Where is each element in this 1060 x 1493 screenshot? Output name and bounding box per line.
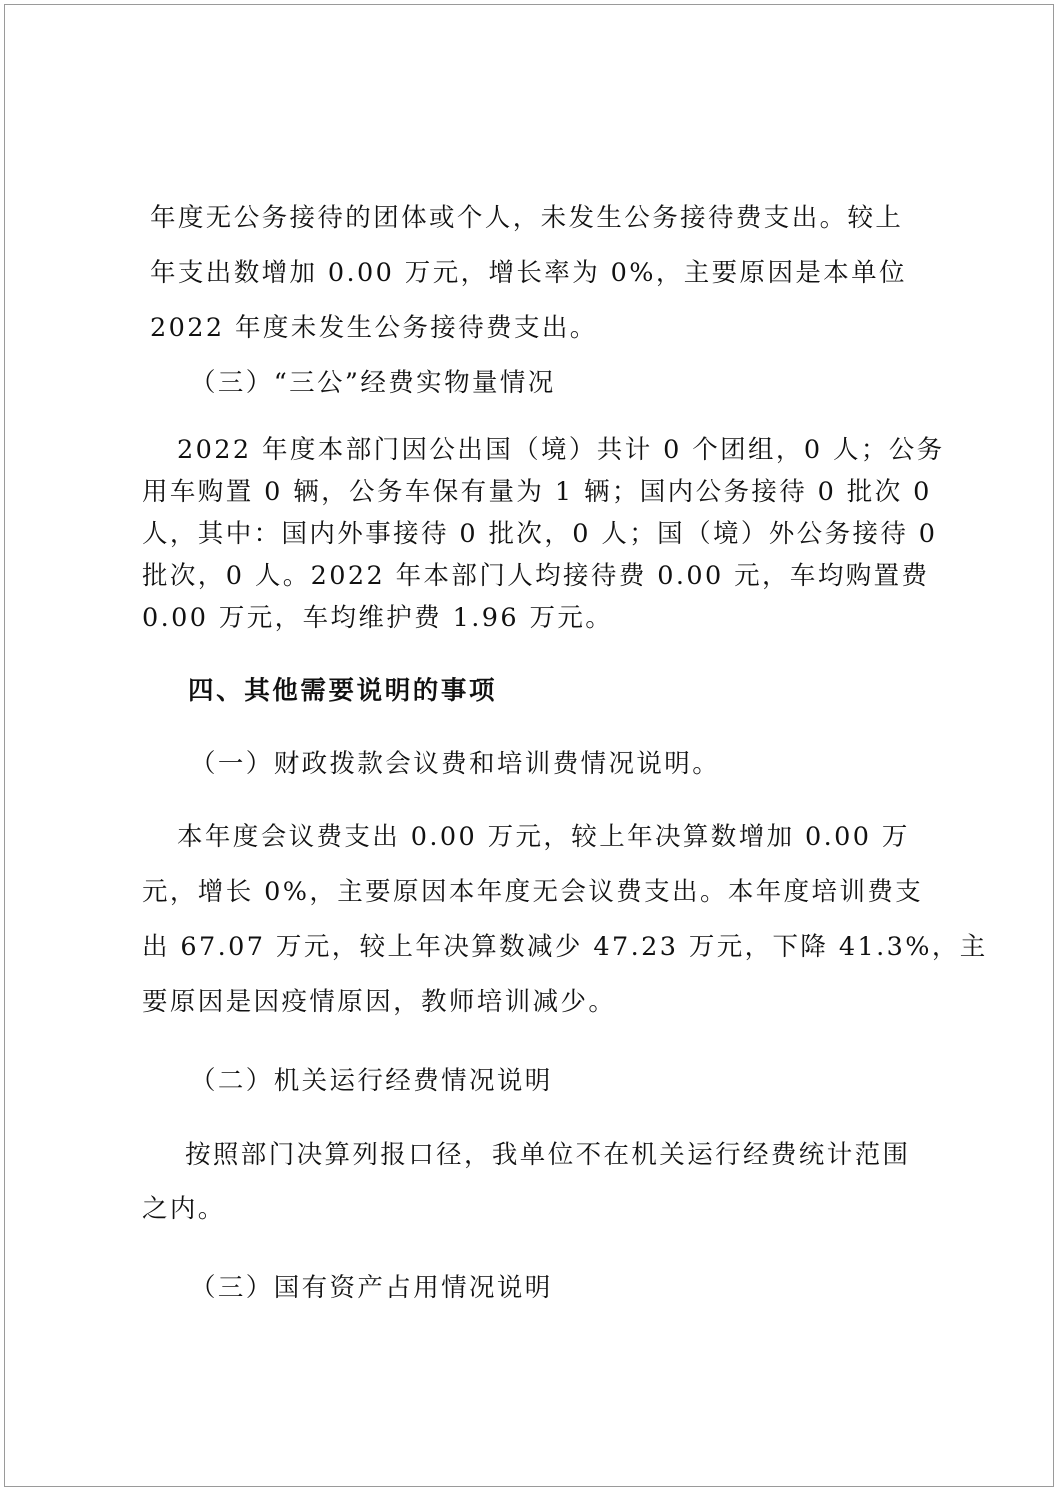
text-line: 之内。: [142, 1194, 226, 1224]
text-line: 出 67.07 万元，较上年决算数减少 47.23 万元，下降 41.3%，主: [142, 932, 988, 962]
section-heading: （三）“三公”经费实物量情况: [190, 368, 556, 398]
text-line: 2022 年度本部门因公出国（境）共计 0 个团组，0 人；公务: [177, 435, 945, 465]
section-heading: （三）国有资产占用情况说明: [190, 1273, 553, 1303]
text-line: 2022 年度未发生公务接待费支出。: [150, 313, 598, 343]
text-line: 年度无公务接待的团体或个人，未发生公务接待费支出。较上: [150, 203, 904, 233]
text-line: 要原因是因疫情原因，教师培训减少。: [142, 987, 617, 1017]
chapter-heading: 四、其他需要说明的事项: [188, 676, 498, 706]
text-line: 按照部门决算列报口径，我单位不在机关运行经费统计范围: [185, 1140, 911, 1170]
text-line: 年支出数增加 0.00 万元，增长率为 0%，主要原因是本单位: [150, 258, 907, 288]
text-line: 本年度会议费支出 0.00 万元，较上年决算数增加 0.00 万: [177, 822, 910, 852]
section-heading: （一）财政拨款会议费和培训费情况说明。: [190, 749, 721, 779]
text-line: 0.00 万元，车均维护费 1.96 万元。: [142, 603, 614, 633]
text-line: 元，增长 0%，主要原因本年度无会议费支出。本年度培训费支: [142, 877, 924, 907]
text-line: 用车购置 0 辆，公务车保有量为 1 辆；国内公务接待 0 批次 0: [142, 477, 932, 507]
text-line: 批次，0 人。2022 年本部门人均接待费 0.00 元，车均购置费: [142, 561, 930, 591]
section-heading: （二）机关运行经费情况说明: [190, 1066, 553, 1096]
text-line: 人，其中：国内外事接待 0 批次，0 人；国（境）外公务接待 0: [142, 519, 938, 549]
